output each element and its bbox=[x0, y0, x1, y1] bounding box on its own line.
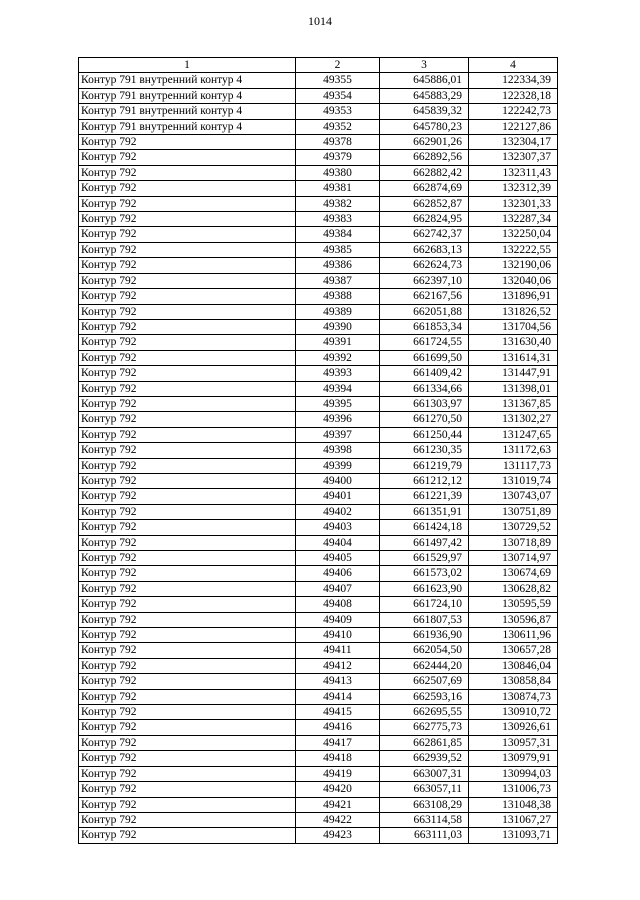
y-coordinate-cell: 130611,96 bbox=[469, 628, 558, 643]
x-coordinate-cell: 662444,20 bbox=[380, 658, 469, 673]
y-coordinate-cell: 131367,85 bbox=[469, 396, 558, 411]
point-number-cell: 49378 bbox=[296, 135, 380, 150]
contour-name-cell: Контур 791 внутренний контур 4 bbox=[79, 119, 296, 134]
point-number-cell: 49415 bbox=[296, 705, 380, 720]
x-coordinate-cell: 661230,35 bbox=[380, 443, 469, 458]
x-coordinate-cell: 661529,97 bbox=[380, 551, 469, 566]
table-row bbox=[79, 473, 558, 488]
table-row bbox=[79, 350, 558, 365]
y-coordinate-cell: 131247,65 bbox=[469, 427, 558, 442]
x-coordinate-cell: 662874,69 bbox=[380, 181, 469, 196]
point-number-cell: 49413 bbox=[296, 674, 380, 689]
y-coordinate-cell: 130957,31 bbox=[469, 735, 558, 750]
x-coordinate-cell: 662593,16 bbox=[380, 689, 469, 704]
table-row bbox=[79, 489, 558, 504]
point-number-cell: 49404 bbox=[296, 535, 380, 550]
table-row bbox=[79, 812, 558, 827]
x-coordinate-cell: 661497,42 bbox=[380, 535, 469, 550]
contour-name-cell: Контур 792 bbox=[79, 212, 296, 227]
y-coordinate-cell: 130595,59 bbox=[469, 597, 558, 612]
table-row bbox=[79, 612, 558, 627]
point-number-cell: 49352 bbox=[296, 119, 380, 134]
table-row bbox=[79, 751, 558, 766]
contour-name-cell: Контур 792 bbox=[79, 366, 296, 381]
contour-name-cell: Контур 791 внутренний контур 4 bbox=[79, 73, 296, 88]
point-number-cell: 49383 bbox=[296, 212, 380, 227]
point-number-cell: 49384 bbox=[296, 227, 380, 242]
y-coordinate-cell: 130596,87 bbox=[469, 612, 558, 627]
x-coordinate-cell: 661219,79 bbox=[380, 458, 469, 473]
y-coordinate-cell: 131302,27 bbox=[469, 412, 558, 427]
y-coordinate-cell: 132287,34 bbox=[469, 212, 558, 227]
contour-name-cell: Контур 792 bbox=[79, 643, 296, 658]
x-coordinate-cell: 662892,56 bbox=[380, 150, 469, 165]
point-number-cell: 49402 bbox=[296, 504, 380, 519]
contour-name-cell: Контур 792 bbox=[79, 196, 296, 211]
table-row bbox=[79, 381, 558, 396]
point-number-cell: 49390 bbox=[296, 319, 380, 334]
point-number-cell: 49419 bbox=[296, 766, 380, 781]
point-number-cell: 49392 bbox=[296, 350, 380, 365]
x-coordinate-cell: 645883,29 bbox=[380, 88, 469, 103]
y-coordinate-cell: 131704,56 bbox=[469, 319, 558, 334]
x-coordinate-cell: 661573,02 bbox=[380, 566, 469, 581]
point-number-cell: 49417 bbox=[296, 735, 380, 750]
y-coordinate-cell: 122242,73 bbox=[469, 104, 558, 119]
y-coordinate-cell: 132190,06 bbox=[469, 258, 558, 273]
x-coordinate-cell: 661724,55 bbox=[380, 335, 469, 350]
point-number-cell: 49353 bbox=[296, 104, 380, 119]
table-row bbox=[79, 104, 558, 119]
table-row bbox=[79, 273, 558, 288]
table-row bbox=[79, 242, 558, 257]
point-number-cell: 49414 bbox=[296, 689, 380, 704]
table-row bbox=[79, 504, 558, 519]
point-number-cell: 49396 bbox=[296, 412, 380, 427]
table-row bbox=[79, 289, 558, 304]
contour-name-cell: Контур 792 bbox=[79, 319, 296, 334]
point-number-cell: 49408 bbox=[296, 597, 380, 612]
x-coordinate-cell: 663111,03 bbox=[380, 828, 469, 843]
point-number-cell: 49385 bbox=[296, 242, 380, 257]
contour-name-cell: Контур 792 bbox=[79, 381, 296, 396]
x-coordinate-cell: 662167,56 bbox=[380, 289, 469, 304]
y-coordinate-cell: 130718,89 bbox=[469, 535, 558, 550]
column-header-3: 3 bbox=[380, 58, 469, 73]
contour-name-cell: Контур 792 bbox=[79, 597, 296, 612]
column-header-1: 1 bbox=[79, 58, 296, 73]
point-number-cell: 49355 bbox=[296, 73, 380, 88]
point-number-cell: 49399 bbox=[296, 458, 380, 473]
contour-name-cell: Контур 792 bbox=[79, 735, 296, 750]
y-coordinate-cell: 132222,55 bbox=[469, 242, 558, 257]
y-coordinate-cell: 131093,71 bbox=[469, 828, 558, 843]
table-row bbox=[79, 335, 558, 350]
point-number-cell: 49406 bbox=[296, 566, 380, 581]
y-coordinate-cell: 132040,06 bbox=[469, 273, 558, 288]
y-coordinate-cell: 130657,28 bbox=[469, 643, 558, 658]
point-number-cell: 49379 bbox=[296, 150, 380, 165]
table-row bbox=[79, 396, 558, 411]
point-number-cell: 49403 bbox=[296, 520, 380, 535]
table-row bbox=[79, 797, 558, 812]
y-coordinate-cell: 131117,73 bbox=[469, 458, 558, 473]
table-row bbox=[79, 119, 558, 134]
point-number-cell: 49398 bbox=[296, 443, 380, 458]
contour-name-cell: Контур 792 bbox=[79, 612, 296, 627]
x-coordinate-cell: 662882,42 bbox=[380, 165, 469, 180]
x-coordinate-cell: 661351,91 bbox=[380, 504, 469, 519]
contour-name-cell: Контур 792 bbox=[79, 396, 296, 411]
y-coordinate-cell: 132307,37 bbox=[469, 150, 558, 165]
table-row bbox=[79, 212, 558, 227]
x-coordinate-cell: 662824,95 bbox=[380, 212, 469, 227]
x-coordinate-cell: 661303,97 bbox=[380, 396, 469, 411]
contour-name-cell: Контур 792 bbox=[79, 181, 296, 196]
table-row bbox=[79, 304, 558, 319]
table-row bbox=[79, 150, 558, 165]
contour-name-cell: Контур 792 bbox=[79, 828, 296, 843]
point-number-cell: 49411 bbox=[296, 643, 380, 658]
contour-name-cell: Контур 792 bbox=[79, 350, 296, 365]
y-coordinate-cell: 132312,39 bbox=[469, 181, 558, 196]
table-row bbox=[79, 319, 558, 334]
y-coordinate-cell: 130874,73 bbox=[469, 689, 558, 704]
point-number-cell: 49423 bbox=[296, 828, 380, 843]
x-coordinate-cell: 663114,58 bbox=[380, 812, 469, 827]
x-coordinate-cell: 662683,13 bbox=[380, 242, 469, 257]
table-row bbox=[79, 782, 558, 797]
contour-name-cell: Контур 792 bbox=[79, 628, 296, 643]
point-number-cell: 49418 bbox=[296, 751, 380, 766]
table-row bbox=[79, 735, 558, 750]
table-row bbox=[79, 674, 558, 689]
table-row bbox=[79, 551, 558, 566]
point-number-cell: 49389 bbox=[296, 304, 380, 319]
y-coordinate-cell: 132311,43 bbox=[469, 165, 558, 180]
y-coordinate-cell: 132304,17 bbox=[469, 135, 558, 150]
contour-name-cell: Контур 792 bbox=[79, 581, 296, 596]
point-number-cell: 49421 bbox=[296, 797, 380, 812]
point-number-cell: 49380 bbox=[296, 165, 380, 180]
y-coordinate-cell: 132301,33 bbox=[469, 196, 558, 211]
contour-name-cell: Контур 792 bbox=[79, 766, 296, 781]
point-number-cell: 49420 bbox=[296, 782, 380, 797]
y-coordinate-cell: 122127,86 bbox=[469, 119, 558, 134]
table-row bbox=[79, 443, 558, 458]
x-coordinate-cell: 662742,37 bbox=[380, 227, 469, 242]
table-row bbox=[79, 165, 558, 180]
contour-name-cell: Контур 792 bbox=[79, 135, 296, 150]
contour-name-cell: Контур 792 bbox=[79, 689, 296, 704]
y-coordinate-cell: 131172,63 bbox=[469, 443, 558, 458]
point-number-cell: 49391 bbox=[296, 335, 380, 350]
y-coordinate-cell: 130729,52 bbox=[469, 520, 558, 535]
contour-name-cell: Контур 792 bbox=[79, 720, 296, 735]
x-coordinate-cell: 661623,90 bbox=[380, 581, 469, 596]
point-number-cell: 49400 bbox=[296, 473, 380, 488]
point-number-cell: 49354 bbox=[296, 88, 380, 103]
x-coordinate-cell: 661807,53 bbox=[380, 612, 469, 627]
y-coordinate-cell: 131398,01 bbox=[469, 381, 558, 396]
coordinates-table bbox=[78, 57, 558, 844]
table-row bbox=[79, 181, 558, 196]
y-coordinate-cell: 131896,91 bbox=[469, 289, 558, 304]
x-coordinate-cell: 661212,12 bbox=[380, 473, 469, 488]
table-row bbox=[79, 520, 558, 535]
contour-name-cell: Контур 792 bbox=[79, 504, 296, 519]
table-row bbox=[79, 196, 558, 211]
contour-name-cell: Контур 792 bbox=[79, 304, 296, 319]
contour-name-cell: Контур 792 bbox=[79, 797, 296, 812]
point-number-cell: 49422 bbox=[296, 812, 380, 827]
x-coordinate-cell: 662624,73 bbox=[380, 258, 469, 273]
table-row bbox=[79, 258, 558, 273]
contour-name-cell: Контур 791 внутренний контур 4 bbox=[79, 88, 296, 103]
point-number-cell: 49409 bbox=[296, 612, 380, 627]
point-number-cell: 49397 bbox=[296, 427, 380, 442]
y-coordinate-cell: 130751,89 bbox=[469, 504, 558, 519]
x-coordinate-cell: 662939,52 bbox=[380, 751, 469, 766]
table-row bbox=[79, 412, 558, 427]
table-row bbox=[79, 227, 558, 242]
contour-name-cell: Контур 792 bbox=[79, 273, 296, 288]
point-number-cell: 49388 bbox=[296, 289, 380, 304]
table-row bbox=[79, 766, 558, 781]
contour-name-cell: Контур 792 bbox=[79, 242, 296, 257]
page-number: 1014 bbox=[308, 14, 332, 28]
point-number-cell: 49393 bbox=[296, 366, 380, 381]
contour-name-cell: Контур 792 bbox=[79, 335, 296, 350]
contour-name-cell: Контур 792 bbox=[79, 782, 296, 797]
table-header-row bbox=[79, 58, 558, 73]
contour-name-cell: Контур 792 bbox=[79, 150, 296, 165]
x-coordinate-cell: 663057,11 bbox=[380, 782, 469, 797]
x-coordinate-cell: 645886,01 bbox=[380, 73, 469, 88]
column-header-4: 4 bbox=[469, 58, 558, 73]
table-row bbox=[79, 88, 558, 103]
table-row bbox=[79, 720, 558, 735]
y-coordinate-cell: 130846,04 bbox=[469, 658, 558, 673]
contour-name-cell: Контур 792 bbox=[79, 705, 296, 720]
table-row bbox=[79, 689, 558, 704]
table-row bbox=[79, 597, 558, 612]
point-number-cell: 49410 bbox=[296, 628, 380, 643]
y-coordinate-cell: 131019,74 bbox=[469, 473, 558, 488]
x-coordinate-cell: 661424,18 bbox=[380, 520, 469, 535]
table-row bbox=[79, 427, 558, 442]
x-coordinate-cell: 662507,69 bbox=[380, 674, 469, 689]
x-coordinate-cell: 661334,66 bbox=[380, 381, 469, 396]
x-coordinate-cell: 661270,50 bbox=[380, 412, 469, 427]
x-coordinate-cell: 663007,31 bbox=[380, 766, 469, 781]
y-coordinate-cell: 130674,69 bbox=[469, 566, 558, 581]
contour-name-cell: Контур 792 bbox=[79, 443, 296, 458]
column-header-2: 2 bbox=[296, 58, 380, 73]
table-row bbox=[79, 73, 558, 88]
y-coordinate-cell: 131067,27 bbox=[469, 812, 558, 827]
point-number-cell: 49407 bbox=[296, 581, 380, 596]
contour-name-cell: Контур 792 bbox=[79, 812, 296, 827]
contour-name-cell: Контур 792 bbox=[79, 427, 296, 442]
table-row bbox=[79, 581, 558, 596]
y-coordinate-cell: 130858,84 bbox=[469, 674, 558, 689]
x-coordinate-cell: 662775,73 bbox=[380, 720, 469, 735]
point-number-cell: 49394 bbox=[296, 381, 380, 396]
x-coordinate-cell: 662852,87 bbox=[380, 196, 469, 211]
x-coordinate-cell: 645839,32 bbox=[380, 104, 469, 119]
contour-name-cell: Контур 792 bbox=[79, 289, 296, 304]
table-row bbox=[79, 566, 558, 581]
y-coordinate-cell: 131826,52 bbox=[469, 304, 558, 319]
x-coordinate-cell: 662901,26 bbox=[380, 135, 469, 150]
x-coordinate-cell: 661699,50 bbox=[380, 350, 469, 365]
contour-name-cell: Контур 792 bbox=[79, 520, 296, 535]
x-coordinate-cell: 662054,50 bbox=[380, 643, 469, 658]
table-row bbox=[79, 658, 558, 673]
x-coordinate-cell: 662861,85 bbox=[380, 735, 469, 750]
point-number-cell: 49405 bbox=[296, 551, 380, 566]
contour-name-cell: Контур 792 bbox=[79, 227, 296, 242]
contour-name-cell: Контур 792 bbox=[79, 551, 296, 566]
point-number-cell: 49381 bbox=[296, 181, 380, 196]
y-coordinate-cell: 131048,38 bbox=[469, 797, 558, 812]
x-coordinate-cell: 661221,39 bbox=[380, 489, 469, 504]
y-coordinate-cell: 130743,07 bbox=[469, 489, 558, 504]
point-number-cell: 49386 bbox=[296, 258, 380, 273]
x-coordinate-cell: 662397,10 bbox=[380, 273, 469, 288]
y-coordinate-cell: 131614,31 bbox=[469, 350, 558, 365]
contour-name-cell: Контур 792 bbox=[79, 535, 296, 550]
table-row bbox=[79, 643, 558, 658]
x-coordinate-cell: 661936,90 bbox=[380, 628, 469, 643]
y-coordinate-cell: 131447,91 bbox=[469, 366, 558, 381]
y-coordinate-cell: 130994,03 bbox=[469, 766, 558, 781]
point-number-cell: 49416 bbox=[296, 720, 380, 735]
table-row bbox=[79, 458, 558, 473]
y-coordinate-cell: 130979,91 bbox=[469, 751, 558, 766]
point-number-cell: 49387 bbox=[296, 273, 380, 288]
x-coordinate-cell: 661250,44 bbox=[380, 427, 469, 442]
contour-name-cell: Контур 792 bbox=[79, 473, 296, 488]
contour-name-cell: Контур 792 bbox=[79, 165, 296, 180]
contour-name-cell: Контур 792 bbox=[79, 489, 296, 504]
x-coordinate-cell: 645780,23 bbox=[380, 119, 469, 134]
contour-name-cell: Контур 792 bbox=[79, 658, 296, 673]
x-coordinate-cell: 661853,34 bbox=[380, 319, 469, 334]
y-coordinate-cell: 131006,73 bbox=[469, 782, 558, 797]
contour-name-cell: Контур 792 bbox=[79, 258, 296, 273]
table-row bbox=[79, 135, 558, 150]
table-row bbox=[79, 366, 558, 381]
point-number-cell: 49412 bbox=[296, 658, 380, 673]
y-coordinate-cell: 122334,39 bbox=[469, 73, 558, 88]
x-coordinate-cell: 662051,88 bbox=[380, 304, 469, 319]
point-number-cell: 49382 bbox=[296, 196, 380, 211]
table-row bbox=[79, 535, 558, 550]
y-coordinate-cell: 132250,04 bbox=[469, 227, 558, 242]
x-coordinate-cell: 662695,55 bbox=[380, 705, 469, 720]
table-body bbox=[79, 73, 558, 843]
y-coordinate-cell: 131630,40 bbox=[469, 335, 558, 350]
point-number-cell: 49401 bbox=[296, 489, 380, 504]
point-number-cell: 49395 bbox=[296, 396, 380, 411]
table-row bbox=[79, 705, 558, 720]
contour-name-cell: Контур 792 bbox=[79, 674, 296, 689]
y-coordinate-cell: 130910,72 bbox=[469, 705, 558, 720]
y-coordinate-cell: 130926,61 bbox=[469, 720, 558, 735]
contour-name-cell: Контур 792 bbox=[79, 566, 296, 581]
y-coordinate-cell: 130628,82 bbox=[469, 581, 558, 596]
y-coordinate-cell: 122328,18 bbox=[469, 88, 558, 103]
table-row bbox=[79, 628, 558, 643]
contour-name-cell: Контур 792 bbox=[79, 412, 296, 427]
x-coordinate-cell: 663108,29 bbox=[380, 797, 469, 812]
y-coordinate-cell: 130714,97 bbox=[469, 551, 558, 566]
contour-name-cell: Контур 792 bbox=[79, 458, 296, 473]
contour-name-cell: Контур 792 bbox=[79, 751, 296, 766]
x-coordinate-cell: 661724,10 bbox=[380, 597, 469, 612]
contour-name-cell: Контур 791 внутренний контур 4 bbox=[79, 104, 296, 119]
table-row bbox=[79, 828, 558, 843]
x-coordinate-cell: 661409,42 bbox=[380, 366, 469, 381]
